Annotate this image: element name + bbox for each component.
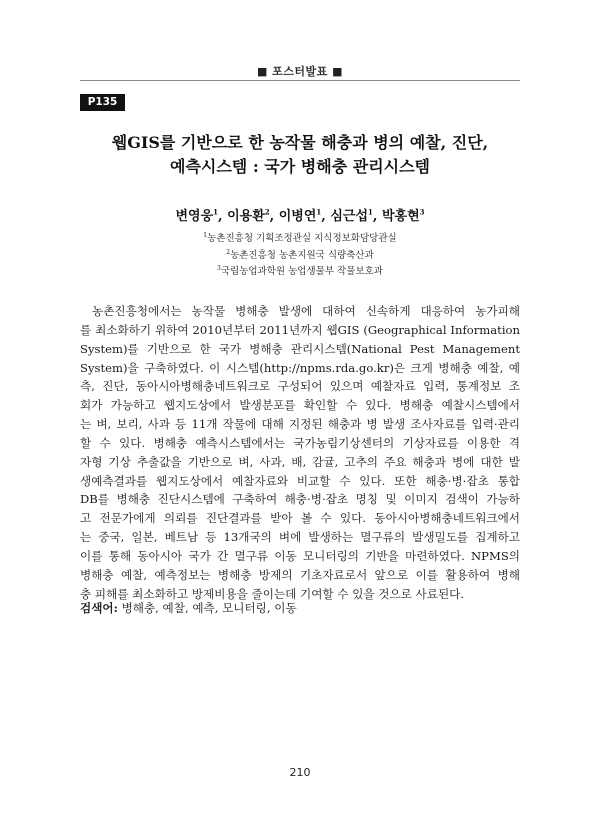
author: 심근섭 (330, 209, 369, 224)
author-list (0, 205, 600, 224)
affiliation-text: 국립농업과학원 농업생물부 작물보호과 (220, 266, 383, 278)
abstract-line: 할 수 있다. 병해충 예측시스템에서는 국가농림기상센터의 기상자료를 이용한 격 (80, 435, 520, 450)
poster-id-badge: P135 (80, 94, 125, 111)
abstract-line: 회가 가능하고 웹지도상에서 발생분포를 확인할 수 있다. 병해충 예찰시스템에서 (80, 398, 520, 413)
author-separator: , (321, 209, 331, 224)
author-separator: , (372, 209, 382, 224)
author-separator: , (269, 209, 279, 224)
abstract-line: 생예측결과를 웹지도상에서 예찰자료와 비교할 수 있다. 또한 해충·병·잡초 통합 (80, 473, 520, 488)
author: 이용환 (227, 209, 265, 224)
author: 변영웅 (175, 209, 214, 224)
affiliation-text: 농촌진흥청 농촌지원국 식량축산과 (230, 249, 374, 261)
author-separator: , (218, 209, 228, 224)
affiliation-mark: 3 (217, 265, 221, 273)
author-affiliation-mark: 2 (264, 207, 270, 217)
section-header: ■ 포스터발표 ■ (256, 65, 344, 78)
affiliation (0, 229, 600, 246)
author-affiliation-mark: 1 (213, 207, 219, 217)
abstract-line: 자형 기상 추출값을 기반으로 벼, 사과, 배, 감귤, 고추의 주요 해충과 병에 대한 발 (80, 454, 520, 469)
abstract-line: 고 전문가에게 의뢰를 진단결과를 받아 볼 수 있다. 동아시아병해충네트워크에서 (80, 511, 520, 526)
affiliation (0, 262, 600, 279)
title-line-2: 예측시스템 : 국가 병해충 관리시스템 (169, 157, 431, 176)
keywords-value: 병해충, 예찰, 예측, 모니터링, 이동 (117, 601, 297, 615)
affiliation-list (0, 229, 600, 279)
header-divider (80, 80, 520, 81)
affiliation-mark: 1 (203, 232, 208, 239)
abstract-line: 는 벼, 보리, 사과 등 11개 작물에 대해 지정된 해충과 병 발생 조사자료를 입력·관리 (80, 417, 520, 432)
abstract-body (80, 302, 520, 604)
keywords-label: 검색어: (80, 601, 118, 615)
abstract-line: 이를 통해 동아시아 국가 간 멸구류 이동 모니터링의 기반을 마련하였다. NPMS의 (80, 548, 520, 563)
keywords (80, 600, 520, 616)
affiliation (0, 246, 600, 263)
abstract-line: System)를 기반으로 한 국가 병해충 관리시스템(National Pest Management (80, 341, 520, 356)
author-affiliation-mark: 1 (316, 207, 322, 217)
abstract-line: 를 최소화하기 위하여 2010년부터 2011년까지 웹GIS (Geographical Information (80, 322, 520, 337)
abstract-line: DB를 병해충 진단시스템에 구축하여 해충·병·잡초 명칭 및 이미지 검색이 가능하 (80, 492, 520, 507)
abstract-line: 병해충 예찰, 예측정보는 병해충 방제의 기초자료로서 앞으로 이를 활용하여 병해 (80, 567, 520, 582)
title-line-1: 웹GIS를 기반으로 한 농작물 해충과 병의 예찰, 진단, (111, 133, 489, 152)
author: 이병연 (278, 209, 317, 224)
author: 박홍현 (381, 209, 420, 224)
affiliation-text: 농촌진흥청 기획조정관실 지식정보화담당관실 (207, 233, 397, 245)
author-affiliation-mark: 3 (419, 207, 425, 217)
affiliation-mark: 2 (226, 248, 231, 256)
abstract-line: 측, 진단, 동아시아병해충네트워크로 구성되어 있으며 예찰자료 입력, 통계정보 조 (80, 379, 520, 394)
author-affiliation-mark: 1 (368, 207, 373, 217)
page-number: 210 (289, 766, 311, 779)
abstract-line: 충 피해를 최소화하고 방제비용을 줄이는데 기여할 수 있을 것으로 사료된다. (80, 586, 465, 601)
paper-title (60, 131, 540, 179)
abstract-line: System)을 구축하였다. 이 시스템(http://npms.rda.go.kr)은 크게 병해충 예찰, 예 (80, 360, 520, 375)
abstract-line: 농촌진흥청에서는 농작물 병해충 발생에 대하여 신속하게 대응하여 농가피해 (92, 304, 520, 318)
abstract-line: 는 중국, 일본, 베트남 등 13개국의 벼에 발생하는 멸구류의 발생밀도를 집계하고 (80, 530, 520, 545)
